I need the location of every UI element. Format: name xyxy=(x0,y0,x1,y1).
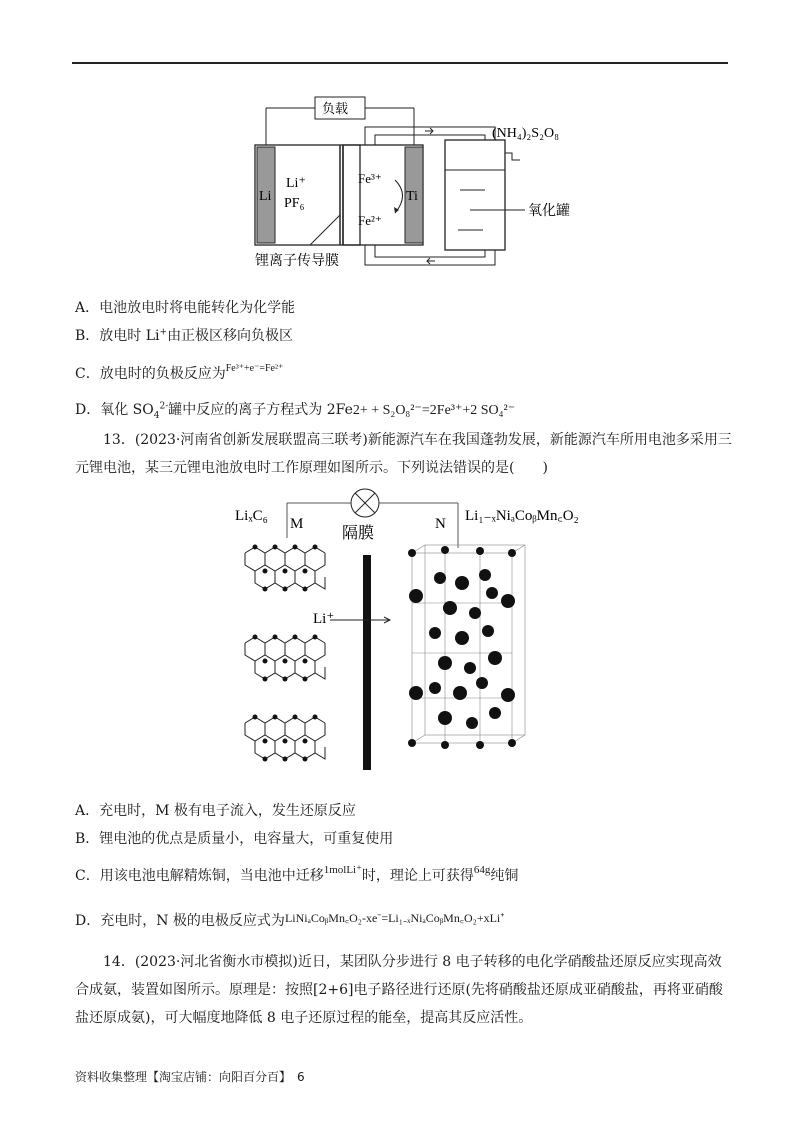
q13-option-c: C．用该电池电解精炼铜，当电池中迁移$^{1molLi^+}$时，理论上可获得$^{64g}$纯铜 xyxy=(75,864,519,884)
separator-bar xyxy=(363,555,371,770)
q13-option-d: D．充电时，N 极的电极反应式为LiNiₐCoᵦMn꜀O₂-xe⁻=Li₁₋ₓNiₐCoᵦMn꜀O₂+xLi⁺ xyxy=(75,911,505,929)
q12-option-b: B．放电时 Li+由正极区移向负极区 xyxy=(75,327,294,344)
footer: 资料收集整理【淘宝店铺：向阳百分百】 6 xyxy=(75,1070,305,1084)
svg-text:Fe²⁺: Fe²⁺ xyxy=(358,213,382,228)
svg-text:PF₆: PF₆ xyxy=(284,196,305,211)
svg-text:锂离子传导膜: 锂离子传导膜 xyxy=(255,254,339,269)
li-electrode-label: Li xyxy=(259,189,272,204)
svg-text:Li⁺: Li⁺ xyxy=(286,176,306,191)
q12-option-c: C．放电时的负极反应为$^{Fe^{3+}+e^-=Fe^{2+}}$ xyxy=(75,363,284,382)
oxidation-tank xyxy=(445,140,505,250)
svg-text:Li₁₋ₓNiₐCoᵦMn꜀O₂: Li₁₋ₓNiₐCoᵦMn꜀O₂ xyxy=(465,508,579,524)
svg-text:Li⁺: Li⁺ xyxy=(313,611,335,627)
q13-option-a: A．充电时，M 极有电子流入，发生还原反应 xyxy=(75,803,356,819)
svg-text:负载: 负载 xyxy=(322,101,349,116)
svg-text:LiₓC₆: LiₓC₆ xyxy=(235,508,268,524)
svg-text:(NH₄)₂S₂O₈: (NH₄)₂S₂O₈ xyxy=(492,126,559,141)
svg-text:M: M xyxy=(290,516,304,532)
svg-text:Ti: Ti xyxy=(406,189,418,204)
svg-text:Fe³⁺: Fe³⁺ xyxy=(358,171,382,186)
svg-text:氧化罐: 氧化罐 xyxy=(528,204,570,219)
q14-stem: 14．(2023·河北省衡水市模拟)近日，某团队分步进行 8 电子转移的电化学硝酸盐还原反应实现高效合成氨，装置如图所示。原理是：按照[2+6]电子路径进行还原(先将硝酸盐还原成亚硝酸盐，再将亚硝酸盐还原成氨)，可大幅度地降低 8 电子还原过程的能垒，提高其反应活性。 xyxy=(75,954,723,1026)
figure-ternary-battery xyxy=(230,483,600,778)
figure-flow-battery xyxy=(250,95,590,275)
header-rule xyxy=(72,62,728,64)
q12-option-a: A．电池放电时将电能转化为化学能 xyxy=(75,300,296,316)
q12-option-d: D．氧化 $SO_4^{2-}$罐中反应的离子方程式为 2Fe2+ + S₂O₈²⁻=2Fe³⁺+2 SO₄²⁻ xyxy=(75,401,516,421)
svg-text:隔膜: 隔膜 xyxy=(342,525,375,542)
q13-stem: 13．(2023·河南省创新发展联盟高三联考)新能源汽车在我国蓬勃发展，新能源汽车所用电池多采用三元锂电池，某三元锂电池放电时工作原理如图所示。下列说法错误的是( ) xyxy=(75,432,732,476)
svg-text:N: N xyxy=(435,516,446,532)
q13-option-b: B．锂电池的优点是质量小，电容量大，可重复使用 xyxy=(75,831,394,847)
